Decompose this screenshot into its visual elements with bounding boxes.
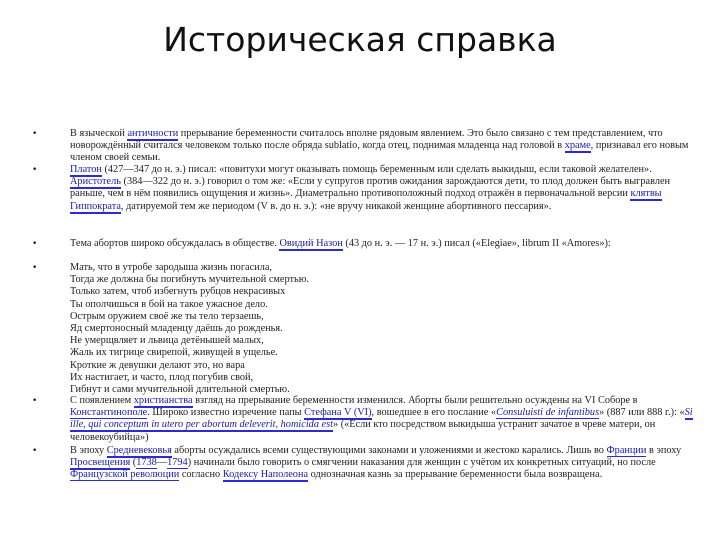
bullet-icon: • bbox=[32, 165, 38, 175]
paragraph-text: , вошедшее в его послание « bbox=[371, 407, 497, 419]
page-title: Историческая справка bbox=[163, 20, 557, 59]
link-pope-stephen[interactable]: Стефана V (VI) bbox=[304, 407, 372, 419]
poem-line: Не умерщвляет и львица детёнышей малых, bbox=[70, 335, 264, 347]
link-france[interactable]: Франции bbox=[606, 445, 647, 456]
paragraph-text: (384—322 до н. э.) говорил о том же: «Если у супругов против ожидания зарождаются дети, то плод должен быть выгравлен раньше, чем в нём появились ощущения и жизнь». Диаметрально противоположный подход отражён в первоначальной версии bbox=[70, 176, 671, 200]
bullet-icon: • bbox=[32, 396, 38, 406]
paragraph-text: прерывание беременности считалось вполне рядовым явлением. Это было связано с тем представлением, что новорождённый считался человеком только после обряда sublatio, когда отец, поднимая младенца над головой в bbox=[70, 128, 663, 152]
bullet-list bbox=[30, 128, 698, 493]
poem-line: Острым оружием своё же ты тело терзаешь, bbox=[70, 310, 264, 322]
list-item bbox=[30, 238, 698, 262]
link-french-revolution[interactable]: Французской революции bbox=[70, 469, 180, 481]
poem-quote bbox=[30, 262, 698, 395]
bullet-icon: • bbox=[32, 239, 38, 249]
paragraph-text: ( bbox=[130, 457, 137, 469]
poem-line: Тогда же должна бы погибнуть мучительной смертью. bbox=[70, 274, 309, 286]
paragraph-text: В языческой bbox=[70, 128, 128, 139]
link-year-1738[interactable]: 1738 bbox=[136, 457, 157, 469]
paragraph-text: однозначная казнь за прерывание беременности была возвращена. bbox=[308, 469, 603, 481]
paragraph-text: В эпоху bbox=[70, 445, 107, 456]
link-temple[interactable]: храме bbox=[564, 140, 591, 152]
link-plato[interactable]: Платон bbox=[70, 164, 102, 175]
link-latin-quote[interactable]: Si ille, qui conceptum in utero per abortum deleverit, homicida est bbox=[70, 407, 693, 431]
paragraph-text: » («Если кто посредством выкидыша устранит зачатое в чреве матери, он человекоубийца») bbox=[70, 419, 656, 443]
link-christianity[interactable]: христианства bbox=[133, 395, 193, 406]
bullet-icon: • bbox=[32, 129, 38, 139]
link-ovid[interactable]: Овидий Назон bbox=[279, 238, 343, 249]
list-item bbox=[30, 445, 698, 493]
paragraph-text: » (887 или 888 г.): « bbox=[599, 407, 685, 419]
poem-line: Кроткие ж девушки делают это, но вара bbox=[70, 359, 245, 371]
paragraph-text: , признавал его новым членом своей семьи. bbox=[70, 140, 689, 164]
paragraph-text: С появлением bbox=[70, 395, 134, 406]
poem-line: Гибнут и сами мучительной длительной смертью. bbox=[70, 384, 290, 396]
link-hippocratic-oath[interactable]: клятвы Гиппократа bbox=[70, 188, 662, 212]
list-item bbox=[30, 128, 698, 164]
paragraph-text: в эпоху bbox=[646, 445, 682, 456]
paragraph-text: ) начинали было говорить о смягчении наказания для женщин с учётом их конкретных ситуаций, но после bbox=[187, 457, 656, 469]
bullet-icon: • bbox=[32, 263, 38, 273]
paragraph-text: (43 до н. э. — 17 н. э.) писал («Elegiae», librum II «Amores»): bbox=[342, 238, 611, 249]
poem-line: Мать, что в утробе зародыша жизнь погасила, bbox=[70, 262, 272, 273]
poem-line: Яд смертоносный младенцу даёшь до рожденья. bbox=[70, 323, 283, 335]
poem-line: Их настигает, и часто, плод погубив свой, bbox=[70, 371, 254, 383]
link-antiquity[interactable]: античности bbox=[127, 128, 179, 139]
poem-line: Только затем, чтоб избегнуть рубцов некрасивых bbox=[70, 286, 286, 298]
link-middle-ages[interactable]: Средневековья bbox=[106, 445, 172, 456]
bullet-icon: • bbox=[32, 446, 38, 456]
paragraph-text: — bbox=[156, 457, 168, 469]
paragraph-text: , датируемой тем же периодом (V в. до н. э.): «не вручу никакой женщине абортивного пессария». bbox=[120, 200, 552, 212]
paragraph-text: взгляд на прерывание беременности изменился. Аборты были решительно осуждены на VI Соборе в bbox=[192, 395, 638, 406]
link-enlightenment[interactable]: Просвещения bbox=[70, 457, 131, 469]
list-item bbox=[30, 395, 698, 445]
paragraph-text: Тема абортов широко обсуждалась в обществе. bbox=[70, 238, 280, 249]
paragraph-text: аборты осуждались всеми существующими законами и уложениями и жестоко карались. Лишь во bbox=[171, 445, 607, 456]
link-consuluisti[interactable]: Consuluisti de infantibus bbox=[496, 407, 600, 419]
paragraph-text: . Широко известно изречение папы bbox=[147, 407, 305, 419]
link-napoleonic-code[interactable]: Кодексу Наполеона bbox=[222, 469, 309, 481]
link-constantinople[interactable]: Константинополе bbox=[70, 407, 148, 419]
link-year-1794[interactable]: 1794 bbox=[167, 457, 188, 469]
list-item bbox=[30, 164, 698, 238]
link-aristotle[interactable]: Аристотель bbox=[70, 176, 121, 188]
poem-line: Жаль их тигрице свирепой, живущей в ущелье. bbox=[70, 347, 278, 359]
paragraph-text: согласно bbox=[179, 469, 223, 481]
poem-line: Ты ополчишься в бой на такое ужасное дело. bbox=[70, 298, 268, 310]
paragraph-text: (427—347 до н. э.) писал: «повитухи могут оказывать помощь беременным или сделать выкидыш, если таковой желателен». bbox=[101, 164, 652, 175]
